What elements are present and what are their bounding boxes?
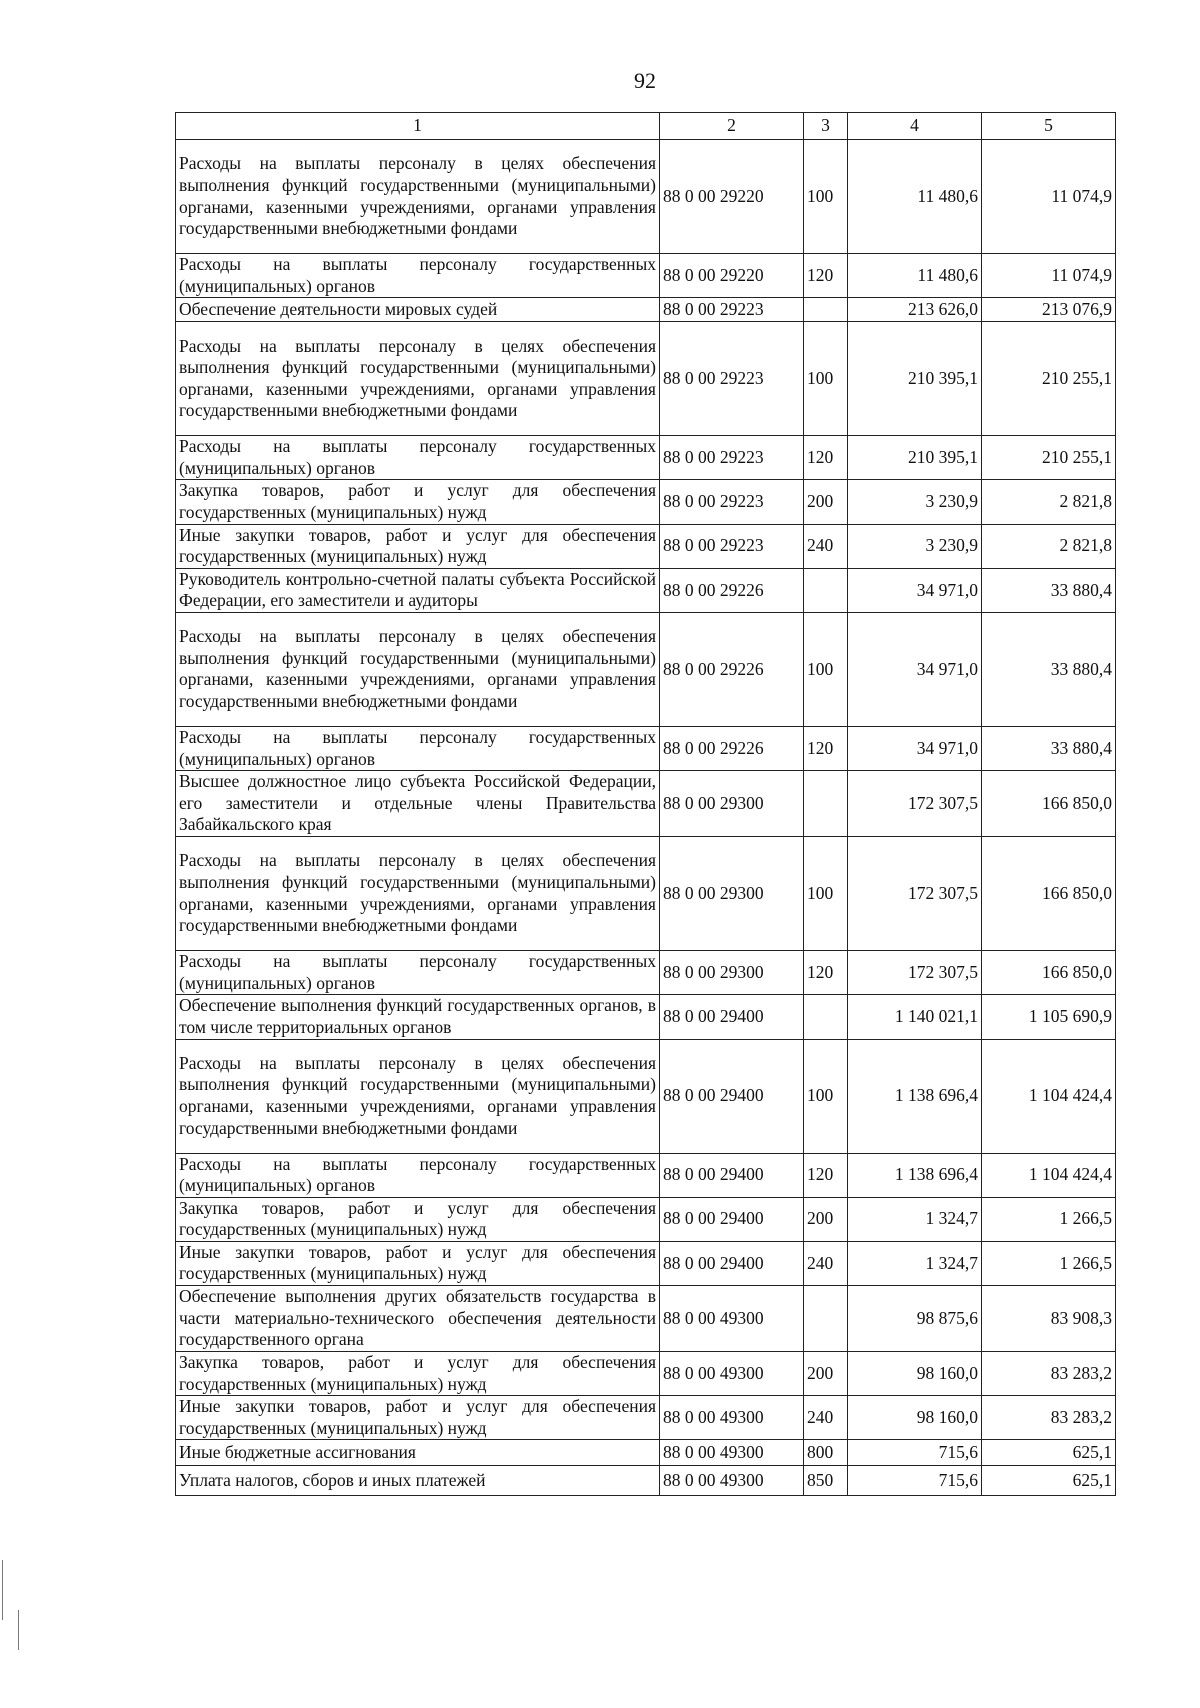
- row-amount-2-cell: 1 105 690,9: [982, 995, 1116, 1039]
- row-amount-2-cell: 213 076,9: [982, 298, 1116, 322]
- row-code-cell: 88 0 00 29220: [660, 254, 804, 298]
- row-code-cell: 88 0 00 29226: [660, 568, 804, 612]
- table-row: [176, 1440, 1116, 1466]
- table-row: [176, 436, 1116, 480]
- table-row: [176, 726, 1116, 770]
- row-amount-2-cell: 2 821,8: [982, 524, 1116, 568]
- header-col-5: 5: [982, 113, 1116, 140]
- row-amount-1-cell: 11 480,6: [848, 254, 982, 298]
- table-row: [176, 1153, 1116, 1197]
- row-expense-type-cell: [804, 995, 848, 1039]
- row-name-cell: Расходы на выплаты персоналу в целях обеспечения выполнения функций государственными (муниципальными) органами, казенными учреждениями, органами управления государственными внебюджетными фондами: [176, 837, 660, 951]
- row-amount-1-cell: 34 971,0: [848, 726, 982, 770]
- row-expense-type-cell: 800: [804, 1440, 848, 1466]
- row-code-cell: 88 0 00 29300: [660, 951, 804, 995]
- row-amount-2-cell: 166 850,0: [982, 771, 1116, 837]
- row-amount-1-cell: 213 626,0: [848, 298, 982, 322]
- row-amount-1-cell: 3 230,9: [848, 524, 982, 568]
- row-amount-2-cell: 1 104 424,4: [982, 1153, 1116, 1197]
- table-row: [176, 1466, 1116, 1496]
- table-row: [176, 524, 1116, 568]
- table-row: [176, 1039, 1116, 1153]
- row-code-cell: 88 0 00 29226: [660, 726, 804, 770]
- row-name-cell: Руководитель контрольно-счетной палаты субъекта Российской Федерации, его заместители и аудиторы: [176, 568, 660, 612]
- row-code-cell: 88 0 00 29400: [660, 1197, 804, 1241]
- row-name-cell: Закупка товаров, работ и услуг для обеспечения государственных (муниципальных) нужд: [176, 480, 660, 524]
- row-code-cell: 88 0 00 29223: [660, 298, 804, 322]
- header-row: [176, 113, 1116, 140]
- row-amount-1-cell: 1 138 696,4: [848, 1153, 982, 1197]
- row-code-cell: 88 0 00 29226: [660, 612, 804, 726]
- row-amount-2-cell: 1 104 424,4: [982, 1039, 1116, 1153]
- row-amount-2-cell: 83 283,2: [982, 1396, 1116, 1440]
- row-amount-2-cell: 11 074,9: [982, 140, 1116, 254]
- row-amount-1-cell: 172 307,5: [848, 837, 982, 951]
- row-amount-1-cell: 1 138 696,4: [848, 1039, 982, 1153]
- row-expense-type-cell: 100: [804, 612, 848, 726]
- row-amount-2-cell: 210 255,1: [982, 436, 1116, 480]
- table-row: [176, 322, 1116, 436]
- row-expense-type-cell: 120: [804, 951, 848, 995]
- header-col-3: 3: [804, 113, 848, 140]
- row-expense-type-cell: 120: [804, 436, 848, 480]
- row-name-cell: Расходы на выплаты персоналу государственных (муниципальных) органов: [176, 951, 660, 995]
- table-row: [176, 568, 1116, 612]
- row-amount-2-cell: 33 880,4: [982, 726, 1116, 770]
- table-row: [176, 771, 1116, 837]
- row-name-cell: Иные закупки товаров, работ и услуг для обеспечения государственных (муниципальных) нужд: [176, 524, 660, 568]
- row-name-cell: Закупка товаров, работ и услуг для обеспечения государственных (муниципальных) нужд: [176, 1197, 660, 1241]
- row-expense-type-cell: 100: [804, 322, 848, 436]
- row-code-cell: 88 0 00 29400: [660, 1241, 804, 1285]
- row-code-cell: 88 0 00 29223: [660, 436, 804, 480]
- row-code-cell: 88 0 00 29220: [660, 140, 804, 254]
- row-expense-type-cell: [804, 1286, 848, 1352]
- row-name-cell: Расходы на выплаты персоналу государственных (муниципальных) органов: [176, 1153, 660, 1197]
- page-number: 92: [634, 68, 656, 93]
- row-amount-1-cell: 715,6: [848, 1440, 982, 1466]
- table-row: [176, 995, 1116, 1039]
- row-expense-type-cell: 120: [804, 254, 848, 298]
- row-expense-type-cell: 100: [804, 1039, 848, 1153]
- row-amount-1-cell: 172 307,5: [848, 951, 982, 995]
- row-name-cell: Расходы на выплаты персоналу государственных (муниципальных) органов: [176, 254, 660, 298]
- row-amount-1-cell: 172 307,5: [848, 771, 982, 837]
- row-name-cell: Расходы на выплаты персоналу государственных (муниципальных) органов: [176, 436, 660, 480]
- row-code-cell: 88 0 00 29223: [660, 480, 804, 524]
- row-amount-2-cell: 83 283,2: [982, 1352, 1116, 1396]
- header-col-2: 2: [660, 113, 804, 140]
- row-amount-1-cell: 1 324,7: [848, 1241, 982, 1285]
- row-expense-type-cell: [804, 771, 848, 837]
- row-amount-2-cell: 210 255,1: [982, 322, 1116, 436]
- table-row: [176, 1197, 1116, 1241]
- row-amount-2-cell: 625,1: [982, 1466, 1116, 1496]
- scan-edge-mark: [2, 1560, 3, 1620]
- row-expense-type-cell: 850: [804, 1466, 848, 1496]
- row-code-cell: 88 0 00 49300: [660, 1286, 804, 1352]
- row-code-cell: 88 0 00 29300: [660, 771, 804, 837]
- row-expense-type-cell: 200: [804, 1197, 848, 1241]
- table-row: [176, 1241, 1116, 1285]
- row-amount-1-cell: 715,6: [848, 1466, 982, 1496]
- table-row: [176, 1286, 1116, 1352]
- row-code-cell: 88 0 00 29400: [660, 1039, 804, 1153]
- row-expense-type-cell: 200: [804, 480, 848, 524]
- row-name-cell: Расходы на выплаты персоналу государственных (муниципальных) органов: [176, 726, 660, 770]
- row-amount-2-cell: 166 850,0: [982, 951, 1116, 995]
- row-amount-1-cell: 1 140 021,1: [848, 995, 982, 1039]
- row-name-cell: Расходы на выплаты персоналу в целях обеспечения выполнения функций государственными (муниципальными) органами, казенными учреждениями, органами управления государственными внебюджетными фондами: [176, 322, 660, 436]
- row-expense-type-cell: [804, 568, 848, 612]
- row-amount-2-cell: 166 850,0: [982, 837, 1116, 951]
- table-row: [176, 612, 1116, 726]
- row-name-cell: Расходы на выплаты персоналу в целях обеспечения выполнения функций государственными (муниципальными) органами, казенными учреждениями, органами управления государственными внебюджетными фондами: [176, 612, 660, 726]
- header-col-4: 4: [848, 113, 982, 140]
- table-body: [176, 140, 1116, 1496]
- row-expense-type-cell: 120: [804, 1153, 848, 1197]
- row-name-cell: Обеспечение выполнения других обязательств государства в части материально-технического обеспечения деятельности государственного органа: [176, 1286, 660, 1352]
- row-amount-1-cell: 3 230,9: [848, 480, 982, 524]
- row-expense-type-cell: 200: [804, 1352, 848, 1396]
- row-amount-2-cell: 33 880,4: [982, 612, 1116, 726]
- row-code-cell: 88 0 00 29400: [660, 995, 804, 1039]
- row-expense-type-cell: 100: [804, 140, 848, 254]
- budget-table: [175, 112, 1116, 1496]
- row-code-cell: 88 0 00 29300: [660, 837, 804, 951]
- row-code-cell: 88 0 00 49300: [660, 1466, 804, 1496]
- row-expense-type-cell: 240: [804, 1241, 848, 1285]
- row-amount-1-cell: 210 395,1: [848, 322, 982, 436]
- row-amount-1-cell: 210 395,1: [848, 436, 982, 480]
- table-row: [176, 1396, 1116, 1440]
- row-expense-type-cell: 240: [804, 524, 848, 568]
- row-code-cell: 88 0 00 49300: [660, 1352, 804, 1396]
- row-amount-1-cell: 11 480,6: [848, 140, 982, 254]
- row-code-cell: 88 0 00 29400: [660, 1153, 804, 1197]
- row-amount-1-cell: 34 971,0: [848, 568, 982, 612]
- row-expense-type-cell: 100: [804, 837, 848, 951]
- table-row: [176, 140, 1116, 254]
- row-name-cell: Иные закупки товаров, работ и услуг для обеспечения государственных (муниципальных) нужд: [176, 1396, 660, 1440]
- row-code-cell: 88 0 00 29223: [660, 322, 804, 436]
- row-name-cell: Иные закупки товаров, работ и услуг для обеспечения государственных (муниципальных) нужд: [176, 1241, 660, 1285]
- row-expense-type-cell: [804, 298, 848, 322]
- table-row: [176, 1352, 1116, 1396]
- row-amount-2-cell: 625,1: [982, 1440, 1116, 1466]
- scan-edge-mark: [18, 1610, 19, 1650]
- row-name-cell: Расходы на выплаты персоналу в целях обеспечения выполнения функций государственными (муниципальными) органами, казенными учреждениями, органами управления государственными внебюджетными фондами: [176, 140, 660, 254]
- row-name-cell: Иные бюджетные ассигнования: [176, 1440, 660, 1466]
- row-code-cell: 88 0 00 29223: [660, 524, 804, 568]
- row-name-cell: Расходы на выплаты персоналу в целях обеспечения выполнения функций государственными (муниципальными) органами, казенными учреждениями, органами управления государственными внебюджетными фондами: [176, 1039, 660, 1153]
- row-name-cell: Закупка товаров, работ и услуг для обеспечения государственных (муниципальных) нужд: [176, 1352, 660, 1396]
- row-amount-1-cell: 34 971,0: [848, 612, 982, 726]
- row-expense-type-cell: 120: [804, 726, 848, 770]
- row-amount-1-cell: 98 160,0: [848, 1396, 982, 1440]
- table-row: [176, 480, 1116, 524]
- row-amount-1-cell: 98 875,6: [848, 1286, 982, 1352]
- header-col-1: 1: [176, 113, 660, 140]
- row-amount-2-cell: 2 821,8: [982, 480, 1116, 524]
- row-name-cell: Обеспечение деятельности мировых судей: [176, 298, 660, 322]
- row-amount-2-cell: 11 074,9: [982, 254, 1116, 298]
- row-amount-2-cell: 1 266,5: [982, 1241, 1116, 1285]
- table-row: [176, 951, 1116, 995]
- row-amount-1-cell: 1 324,7: [848, 1197, 982, 1241]
- row-code-cell: 88 0 00 49300: [660, 1396, 804, 1440]
- row-expense-type-cell: 240: [804, 1396, 848, 1440]
- row-code-cell: 88 0 00 49300: [660, 1440, 804, 1466]
- row-name-cell: Высшее должностное лицо субъекта Российской Федерации, его заместители и отдельные члены Правительства Забайкальского края: [176, 771, 660, 837]
- row-amount-2-cell: 83 908,3: [982, 1286, 1116, 1352]
- row-name-cell: Уплата налогов, сборов и иных платежей: [176, 1466, 660, 1496]
- table-row: [176, 298, 1116, 322]
- row-name-cell: Обеспечение выполнения функций государственных органов, в том числе территориальных органов: [176, 995, 660, 1039]
- table-row: [176, 254, 1116, 298]
- row-amount-2-cell: 1 266,5: [982, 1197, 1116, 1241]
- row-amount-1-cell: 98 160,0: [848, 1352, 982, 1396]
- table-row: [176, 837, 1116, 951]
- row-amount-2-cell: 33 880,4: [982, 568, 1116, 612]
